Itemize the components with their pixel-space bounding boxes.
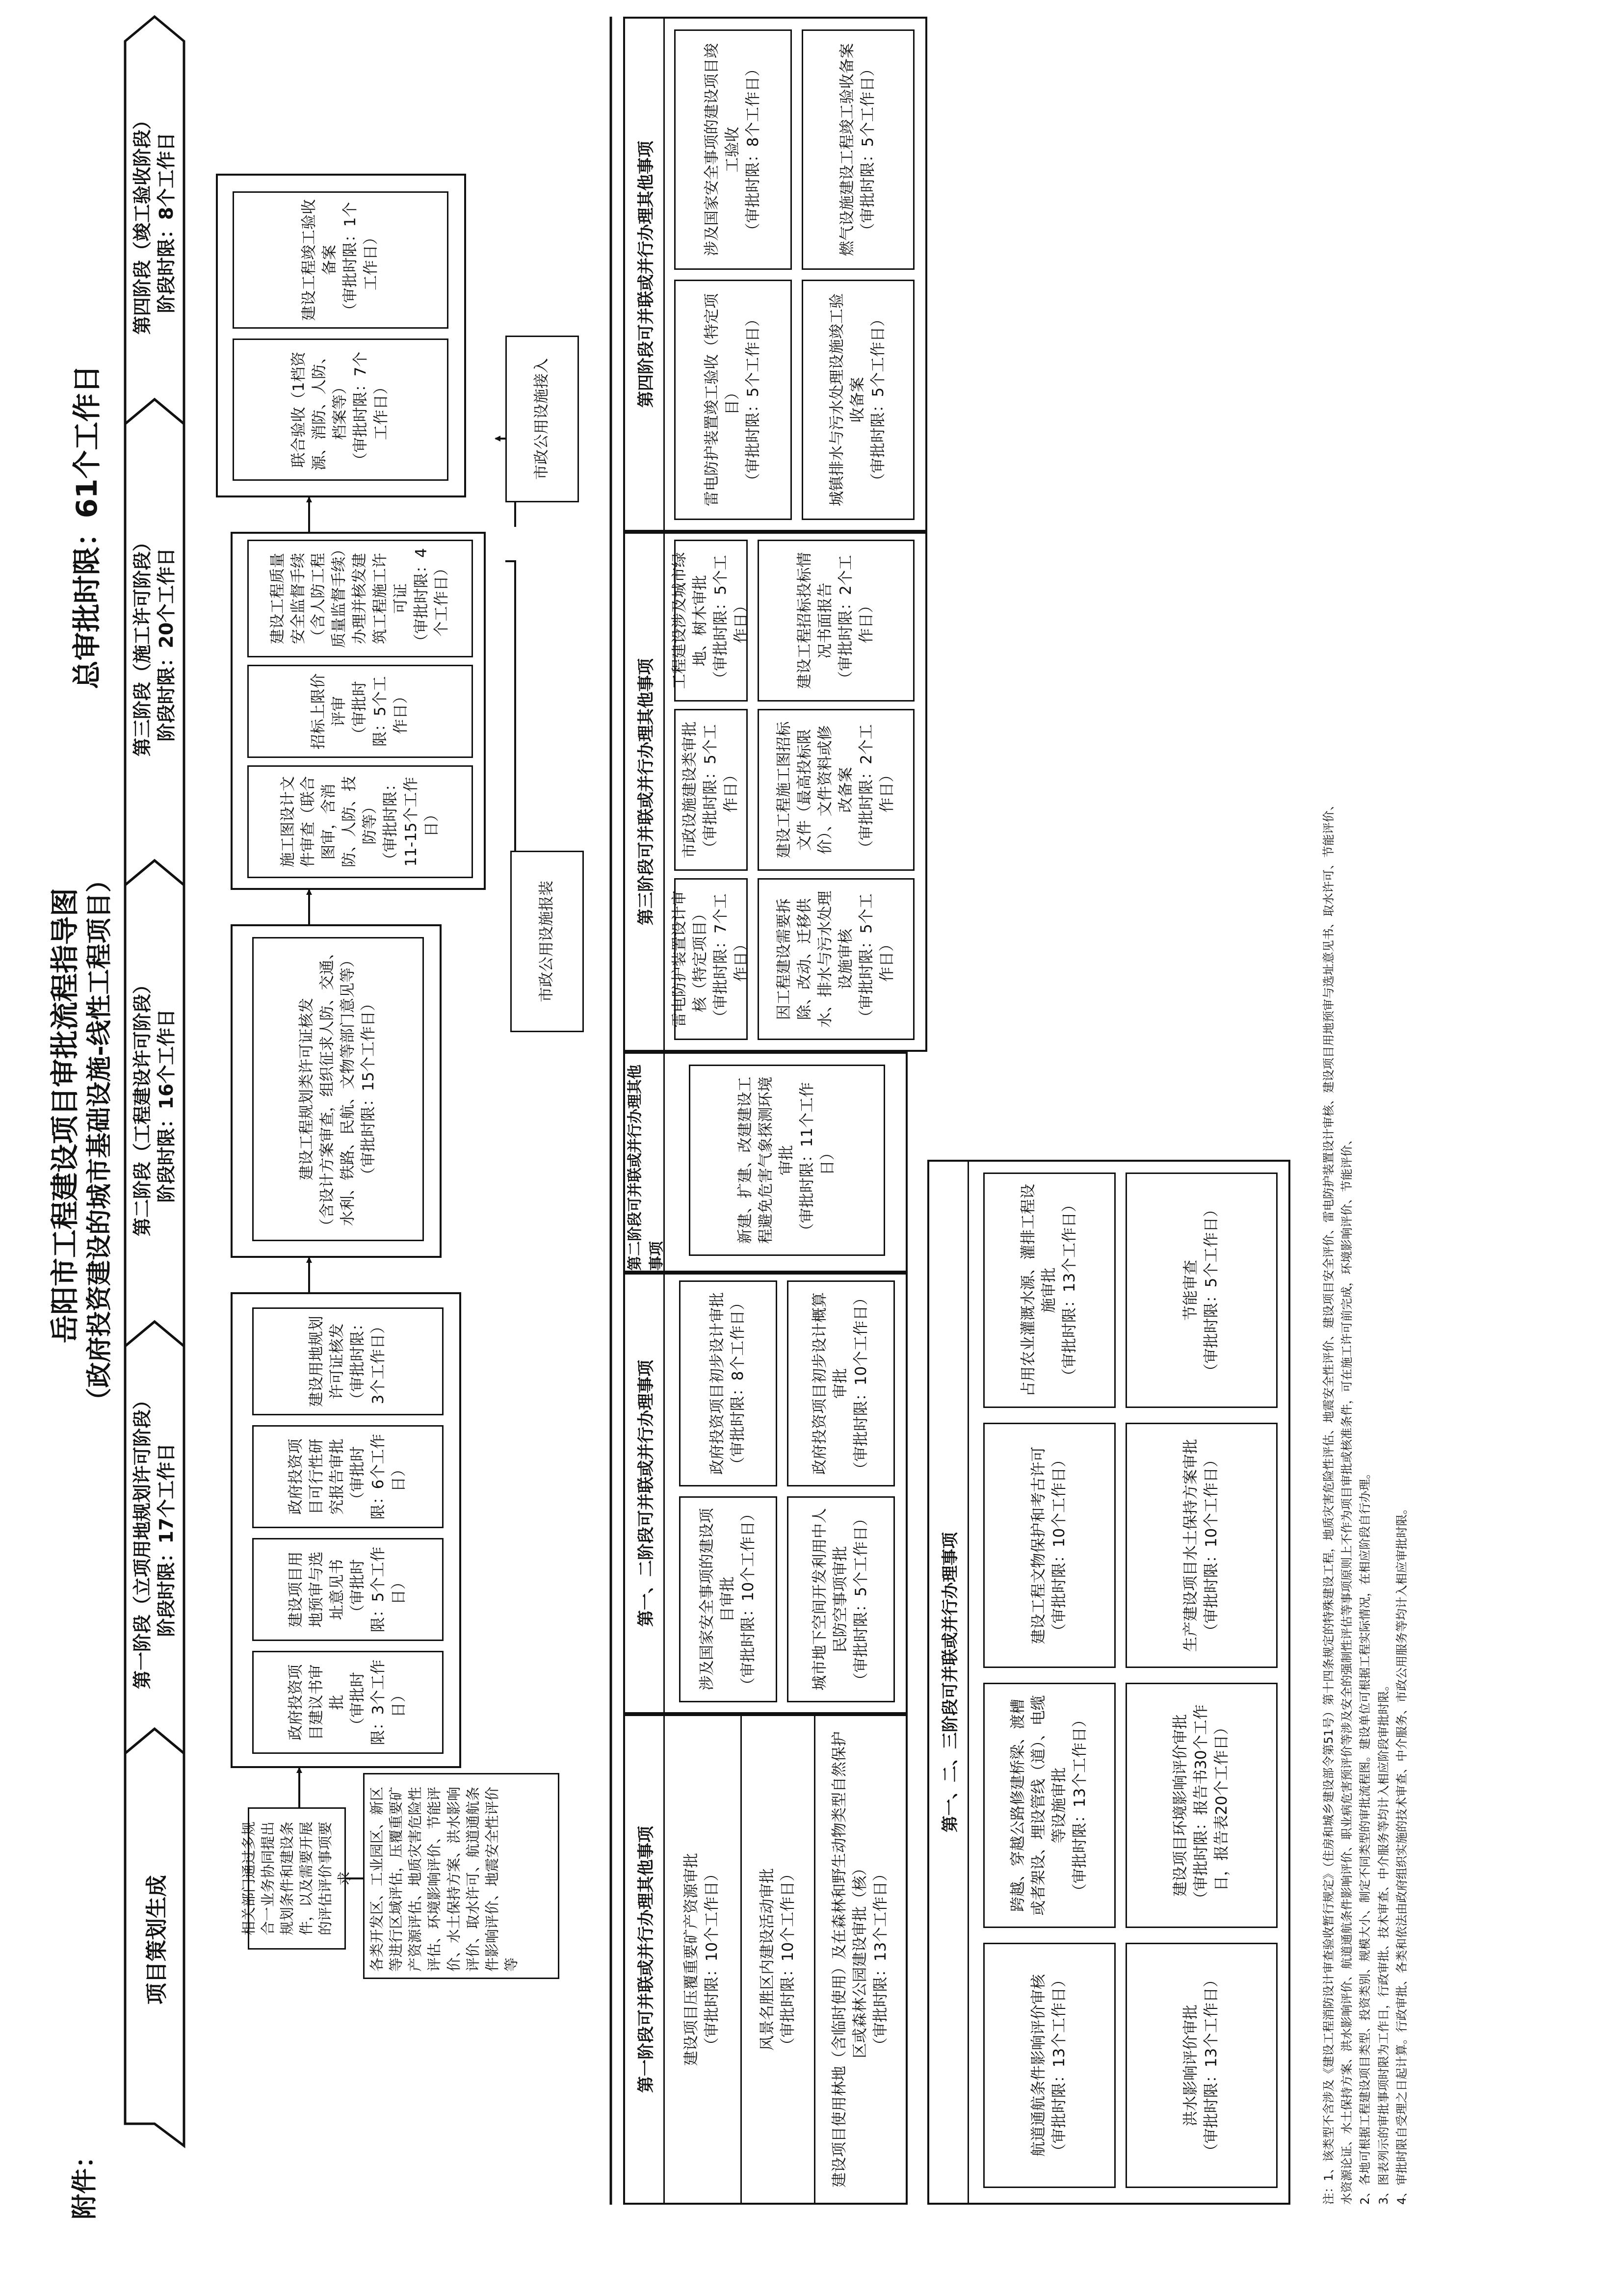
stage2-box bbox=[231, 924, 442, 1258]
parallel-stage12-item bbox=[787, 1496, 895, 1702]
stage2-limit: 阶段时限：16个工作日 bbox=[156, 1009, 177, 1203]
stage1-item-name: 建设项目用地预审与选址意见书 bbox=[287, 1551, 346, 1628]
parallel-stage3-header: 第三阶段可并联或并行办理其他事项 bbox=[625, 534, 665, 1050]
item-limit: （审批时限：11个工作日） bbox=[798, 1082, 837, 1239]
stage2-permit-limit: （审批时限：15个工作日） bbox=[359, 995, 377, 1183]
stage1-item-limit: （审批时限：3个工作日） bbox=[349, 1316, 387, 1407]
stage3-item-drawing-review bbox=[247, 765, 473, 878]
parallel-stage123-item bbox=[1126, 1683, 1278, 1928]
parallel-stage4-box bbox=[623, 17, 927, 532]
stage4-name: 第四阶段（竣工验收阶段） bbox=[131, 111, 153, 335]
parallel-stage1-box bbox=[623, 1714, 908, 2205]
parallel-stage4-item bbox=[674, 29, 792, 270]
parallel-stage123-item bbox=[983, 1943, 1116, 2188]
item-limit: （审批时限：10个工作日） bbox=[703, 1866, 721, 2053]
item-limit: （审批时限：7个工作日） bbox=[712, 893, 750, 1025]
item-name: 市政设施建设类审批 bbox=[681, 721, 699, 859]
item-limit: （审批时限：报告书30个工作日，报告表20个工作日） bbox=[1192, 1704, 1231, 1906]
item-name: 工程建设涉及城市绿地、树木审批 bbox=[671, 552, 709, 689]
footnote: 2、各地可根据工程建设项目类型、投资类别、规模大小、制定不同类型的审批流程图。建设单位可根据工程实际情况，在相应阶段自行办理。 bbox=[1358, 1467, 1372, 2205]
item-limit: （审批时限：13个工作日） bbox=[1050, 1972, 1068, 2159]
stage2-permit-name: 建设工程规划类许可证核发 bbox=[298, 998, 316, 1180]
parallel-stage1-item bbox=[663, 1716, 742, 2203]
stage1-name: 第一阶段（立项用地规划许可阶段） bbox=[131, 1391, 153, 1690]
item-limit: （审批时限：5个工作日） bbox=[857, 893, 896, 1025]
item-name: 洪水影响评价审批 bbox=[1182, 2005, 1200, 2126]
item-limit: （审批时限：5个工作日） bbox=[859, 61, 877, 238]
item-name: 建设工程招标投标情况书面报告 bbox=[796, 552, 835, 689]
parallel-stage12-item bbox=[679, 1280, 777, 1486]
footnote: 4、审批时限自受理之日起计算。行政审批、各类和依法由政府组织实施的技术审查、中介服务、市政公用服务等均计入相应审批时限。 bbox=[1394, 1502, 1409, 2205]
parallel-stage3-item bbox=[674, 709, 748, 871]
stage3-item-limit: （审批时限：11-15个工作日） bbox=[381, 776, 441, 867]
parallel-stage4-header: 第四阶段可并联或并行办理其他事项 bbox=[625, 19, 665, 530]
item-limit: （审批时限：5个工作日） bbox=[744, 311, 762, 489]
stage2-permit-detail: （含设计方案审查，组织征求人防、交通、水利、铁路、民航、文物等部门意见等） bbox=[318, 944, 357, 1234]
coordination-box: 相关部门通过多规合一业务协同提出规划条件和建设条件，以及需要开展的评估评价事项要求 bbox=[248, 1807, 346, 1950]
stage2-label bbox=[127, 885, 183, 1327]
item-limit: （审批时限：5个工作日） bbox=[869, 311, 887, 489]
parallel-stage2-header: 第二阶段可并联或并行办理其他事项 bbox=[625, 1054, 665, 1271]
stage1-box bbox=[231, 1292, 461, 1768]
stage1-item-name: 政府投资项目可行性研究报告审批 bbox=[287, 1438, 346, 1515]
stage1-label bbox=[127, 1346, 183, 1734]
municipal-report-box: 市政公用设施报装 bbox=[510, 851, 584, 1032]
stage3-item-name: 建设工程质量安全监督手续（含人防工程质量监督手续）办理并核发建筑工程施工许可证 bbox=[268, 549, 410, 648]
item-name: 因工程建设需要拆除、改动、迁移供水、排水与污水处理设施审核 bbox=[775, 890, 855, 1028]
item-limit: （审批时限：10个工作日） bbox=[779, 1866, 797, 2053]
parallel-stage12-item bbox=[679, 1496, 777, 1702]
item-name: 建设项目使用林地（含临时使用）及在森林和野生动物类型自然保护区或森林公园建设审批（核） bbox=[831, 1731, 869, 2188]
item-name: 燃气设施建设工程竣工验收备案 bbox=[838, 43, 857, 256]
parallel-stage123-item bbox=[983, 1173, 1116, 1408]
item-limit: （审批时限：8个工作日） bbox=[729, 1295, 747, 1472]
parallel-stage3-item bbox=[758, 540, 915, 702]
parallel-stage2-item bbox=[689, 1065, 885, 1256]
parallel-stage3-item bbox=[671, 878, 750, 1040]
item-limit: （审批时限：2个工作日） bbox=[837, 555, 875, 686]
stage3-item-bid-ceiling bbox=[247, 665, 473, 758]
parallel-stage123-item bbox=[1126, 1173, 1278, 1408]
parallel-stage3-item bbox=[758, 709, 915, 871]
stage3-name: 第三阶段（施工许可阶段） bbox=[131, 533, 153, 757]
stage1-item-feasibility bbox=[252, 1425, 444, 1528]
item-limit: （审批时限：13个工作日） bbox=[1060, 1197, 1078, 1384]
stage-planning-label: 项目策划生成 bbox=[144, 1875, 169, 2005]
item-name: 雷电防护装置设计审核（特定项目） bbox=[671, 890, 709, 1028]
stage3-item-name: 招标上限价评审 bbox=[310, 673, 348, 750]
stage3-box bbox=[231, 532, 486, 890]
parallel-stage3-item bbox=[671, 540, 750, 702]
item-name: 涉及国家安全事项的建设项目竣工验收 bbox=[703, 43, 742, 256]
stage3-item-name: 施工图设计文件审查（联合图审，含消防、人防、技防等） bbox=[279, 776, 379, 867]
item-name: 航道通航条件影响评价审核 bbox=[1030, 1974, 1048, 2157]
item-name: 城市地下空间开发利用中人民防空事项审批 bbox=[811, 1508, 850, 1691]
stage3-item-construction-permit bbox=[247, 540, 473, 657]
parallel-stage2-box bbox=[623, 1052, 908, 1273]
title-line2: （政府投资建设的城市基础设施-线性工程项目） bbox=[85, 867, 114, 1413]
item-name: 占用农业灌溉水源、灌排工程设施审批 bbox=[1020, 1184, 1058, 1397]
stage1-item-site-selection bbox=[252, 1538, 444, 1641]
stage4-limit: 阶段时限：8个工作日 bbox=[156, 132, 177, 313]
parallel-stage123-item bbox=[983, 1683, 1116, 1928]
item-limit: （审批时限：5个工作日） bbox=[1203, 1201, 1220, 1379]
item-name: 政府投资项目初步设计概算审批 bbox=[811, 1292, 850, 1475]
stage4-item-limit: （审批时限：1个工作日） bbox=[341, 202, 380, 318]
parallel-stage1-item bbox=[742, 1716, 815, 2203]
footnote: 3、图表列示的审批事项时限为工作日，行政审批、技术审查、中介服务等均计入相应阶段审批时限。 bbox=[1376, 1679, 1390, 2205]
parallel-stage12-box bbox=[623, 1273, 908, 1714]
item-limit: （审批时限：13个工作日） bbox=[1203, 1972, 1220, 2159]
footnote: 注：1、该类型不含涉及《建设工程消防设计审查验收暂行规定》（住房和城乡建设部令第51号）第十四条规定的特殊建设工程，地质灾害危险性评估、地震安全性评价、建设项目安全评价、雷电防护装置设计审核、建设项目用地预审与选址意见书、取水许可、节能评价、 bbox=[1322, 799, 1336, 2205]
footnotes bbox=[1320, 26, 1411, 2205]
stage4-item-name: 建设工程竣工验收备案 bbox=[300, 199, 339, 321]
item-limit: （审批时限：5个工作日） bbox=[852, 1511, 870, 1688]
item-name: 风景名胜区内建设活动审批 bbox=[758, 1868, 776, 2051]
stage4-item-name: 联合验收（1档资源、消防、人防、档案等） bbox=[290, 349, 349, 470]
stage1-item-name: 政府投资项目建议书审批 bbox=[287, 1664, 346, 1741]
parallel-stage4-item bbox=[674, 280, 792, 520]
parallel-stage3-box bbox=[623, 532, 927, 1052]
stage4-item-joint-acceptance bbox=[233, 339, 448, 481]
title-line1: 岳阳市工程建设项目审批流程指导图 bbox=[48, 888, 81, 1344]
item-name: 建设工程施工图招标文件（最高投标限价）、文件资料或修改备案 bbox=[775, 721, 855, 859]
item-name: 跨越、穿越公路修建桥梁、渡槽或者架设、埋设管线（道）、电缆等设施审批 bbox=[1009, 1695, 1068, 1916]
stage4-item-limit: （审批时限：7个工作日） bbox=[351, 351, 390, 468]
attachment-label: 附件： bbox=[70, 2142, 100, 2219]
item-limit: （审批时限：13个工作日） bbox=[871, 1866, 890, 2053]
item-name: 雷电防护装置竣工验收（特定项目） bbox=[703, 293, 742, 506]
item-limit: （审批时限：10个工作日） bbox=[739, 1506, 757, 1693]
item-limit: （审批时限：5个工作日） bbox=[712, 555, 750, 686]
stage3-item-limit: （审批时限：4个工作日） bbox=[412, 548, 451, 649]
parallel-stage12-item bbox=[787, 1280, 895, 1486]
item-name: 生产建设项目水土保持方案审批 bbox=[1182, 1439, 1200, 1652]
parallel-stage123-header: 第一、二、三阶段可并联或并行办理事项 bbox=[929, 1162, 969, 2203]
item-limit: （审批时限：10个工作日） bbox=[1050, 1452, 1068, 1639]
parallel-stage4-item bbox=[802, 29, 915, 270]
item-name: 建设工程文物保护和考古许可 bbox=[1030, 1446, 1048, 1644]
parallel-stage3-item bbox=[758, 878, 915, 1040]
item-name: 新建、扩建、改建建设工程避免危害气象探测环境审批 bbox=[736, 1076, 796, 1244]
item-name: 建设项目环境影响评价审批 bbox=[1172, 1714, 1190, 1897]
municipal-access-box: 市政公用设施接入 bbox=[505, 336, 579, 502]
stage1-item-name: 建设用地规划许可证核发 bbox=[308, 1316, 346, 1407]
item-name: 建设项目压覆重要矿产资源审批 bbox=[682, 1853, 700, 2066]
parallel-stage123-item bbox=[1126, 1943, 1278, 2188]
item-name: 政府投资项目初步设计审批 bbox=[708, 1292, 727, 1475]
stage3-label bbox=[127, 424, 183, 865]
parallel-stage12-header: 第一、二阶段可并联或并行办理事项 bbox=[625, 1275, 665, 1712]
stage1-item-limit: （审批时限：6个工作日） bbox=[349, 1433, 408, 1520]
stage1-item-proposal bbox=[252, 1651, 444, 1754]
stage3-limit: 阶段时限：20个工作日 bbox=[156, 547, 177, 742]
regional-assessment-box: 各类开发区、工业园区、新区等进行区域评估，压覆重要矿产资源评估、地质灾害危险性评估、环境影响评价、节能评价、水土保持方案、洪水影响评价、取水许可、航道通航条件影响评价、地震安全性评价等 bbox=[363, 1773, 559, 1979]
item-limit: （审批时限：5个工作日） bbox=[702, 724, 740, 856]
stage2-planning-permit bbox=[252, 937, 424, 1241]
parallel-stage1-header: 第一阶段可并联或并行办理其他事项 bbox=[625, 1716, 665, 2203]
item-limit: （审批时限：8个工作日） bbox=[744, 61, 762, 238]
stage1-item-land-permit bbox=[252, 1307, 444, 1415]
item-limit: （审批时限：13个工作日） bbox=[1071, 1712, 1089, 1899]
stage1-limit: 阶段时限：17个工作日 bbox=[156, 1443, 177, 1637]
parallel-stage4-item bbox=[802, 280, 915, 520]
stage4-box bbox=[216, 174, 466, 497]
stage1-item-limit: （审批时限：5个工作日） bbox=[349, 1546, 408, 1633]
total-approval-time: 总审批时限：61个工作日 bbox=[70, 365, 104, 689]
parallel-stage123-item bbox=[1126, 1423, 1278, 1668]
stage1-item-limit: （审批时限：3个工作日） bbox=[349, 1659, 408, 1746]
parallel-stage123-box bbox=[927, 1160, 1290, 2205]
item-name: 节能审查 bbox=[1182, 1260, 1200, 1321]
item-limit: （审批时限：2个工作日） bbox=[857, 724, 896, 856]
parallel-stage1-item bbox=[815, 1716, 906, 2203]
item-limit: （审批时限：10个工作日） bbox=[1203, 1452, 1220, 1639]
footnote: 水资源论证、水土保持方案、洪水影响评价、航道通航条件影响评价、职业病危害预评价等涉及安全的强制性评估等事项原则上不作为项目审批或核准条件，可在施工许可前完成，环境影响评价、节能评价、 bbox=[1340, 1133, 1354, 2205]
parallel-stage123-item bbox=[983, 1423, 1116, 1668]
stage2-name: 第二阶段（工程建设许可阶段） bbox=[131, 975, 153, 1237]
item-name: 城镇排水与污水处理设施竣工验收备案 bbox=[828, 293, 867, 506]
item-name: 涉及国家安全事项的建设项目审批 bbox=[698, 1508, 737, 1691]
stage3-item-limit: （审批时限：5个工作日） bbox=[351, 676, 410, 747]
item-limit: （审批时限：10个工作日） bbox=[852, 1290, 870, 1477]
stage4-item-completion-filing bbox=[233, 191, 448, 329]
stage4-label bbox=[127, 41, 183, 404]
